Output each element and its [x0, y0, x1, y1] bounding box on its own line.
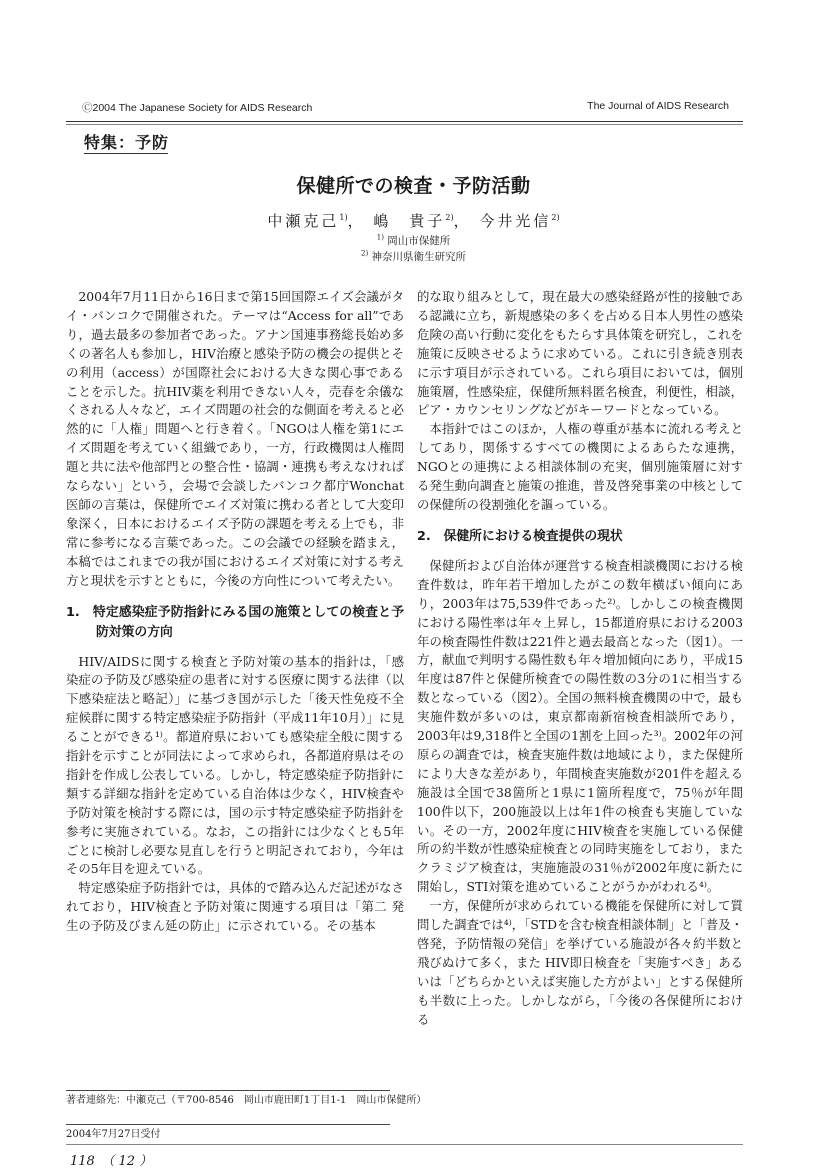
author-affil-mark: 1) — [339, 213, 348, 222]
author-contact-note: 著者連絡先：中瀬克己（〒700-8546 岡山市鹿田町1丁目1-1 岡山市保健所） — [66, 1095, 427, 1106]
copyright-header: Ⓒ2004 The Japanese Society for AIDS Research — [82, 102, 313, 114]
affiliation — [0, 249, 827, 264]
body-paragraph: 的な取り組みとして，現在最大の感染経路が性的接触である認識に立ち，新規感染の多くを占める日本人男性の感染危険の高い行動に変化をもたらす具体策を研究し，これを施策に反映させるように求めている。これに引き続き別表に示す項目が示されている。これら項目においては，個別施策層，性感染症，保健所無料匿名検査，利便性，相談，ピア・カウンセリングなどがキーワードとなっている。 — [417, 289, 743, 418]
author-list — [0, 210, 827, 231]
author-affil-mark: 2) — [551, 213, 560, 222]
feature-section-underline — [84, 153, 168, 154]
affiliation-text: 岡山市保健所 — [387, 235, 451, 247]
author-affil-mark: 2) — [445, 213, 454, 222]
feature-section-tag: 特集：予防 — [84, 133, 170, 152]
author-name: 今井光信 — [479, 212, 552, 230]
page-number: 118 （ 12 ） — [70, 1154, 153, 1169]
body-paragraph: 本指針ではこのほか，人権の尊重が基本に流れる考えとしてあり，関係するすべての機関によるあらたな連携，NGOとの連携による相談体制の充実，個別施策層に対する発生動向調査と施策の推進，普及啓発事業の中核としての保健所の役割強化を謳っている。 — [417, 421, 743, 512]
author-name: 嶋 貴子 — [373, 212, 446, 230]
affiliation — [0, 233, 827, 248]
received-date-note: 2004年7月27日受付 — [66, 1129, 161, 1140]
author-separator: ， — [347, 212, 366, 230]
body-paragraph: 一方，保健所が求められている機能を保健所に対して質問した調査では⁴⁾，「STDを含む検査相談体制」と「普及・啓発，予防情報の発信」を挙げている施設が各々約半数と飛びぬけて多く，また HIV即日検査を「実施すべき」あるいは「どちらかといえば実施した方がよい」とする保健所も半数に上った。しかしながら，「今後の各保健所における — [417, 898, 743, 1027]
header-rule — [66, 121, 743, 122]
footnote-rule-secondary — [66, 1124, 390, 1125]
header-rule-secondary — [66, 124, 743, 125]
right-column — [417, 288, 743, 1030]
article-title: 保健所での検査・予防活動 — [296, 175, 531, 197]
affiliation-text: 神奈川県衛生研究所 — [371, 251, 467, 263]
section-heading: 2. 保健所における検査提供の現状 — [417, 528, 623, 544]
journal-name-header: The Journal of AIDS Research — [587, 100, 729, 112]
body-paragraph: 2004年7月11日から16日まで第15回国際エイズ会議がタイ・バンコクで開催された。テーマは“Access for all”であり，過去最多の参加者であった。アナン国連事務総長始め多くの著名人も参加し，HIV治療と感染予防の機会の提供とその利用（access）が国際社会における大きな関心事であることを示した。抗HIV薬を利用できない人々，売春を余儀なくされる人々など，エイズ問題の社会的な側面を考えると必然的に「人権」問題へと行き着く。「NGOは人権を第1にエイズ問題を考えていく組織であり，一方，行政機関は人権問題と共に法や他部門との整合性・協調・連携も考えなければならない」という，会場で会談したバンコク都庁Wonchat医師の言葉は，保健所でエイズ対策に携わる者として大変印象深く，日本におけるエイズ予防の課題を考える上でも，非常に参考になる言葉であった。この会議での経験を踏まえ，本稿ではこれまでの我が国におけるエイズ対策に対する考え方と現状を示すとともに，今後の方向性について考えたい。 — [66, 289, 404, 588]
author-separator: ， — [453, 212, 472, 230]
footer-rule — [66, 1144, 743, 1145]
body-paragraph: 保健所および自治体が運営する検査相談機関における検査件数は，昨年若干増加したがこの数年横ばい傾向にあり，2003年は75,539件であった²⁾。しかしこの検査機関における陽性率は年々上昇し，15都道府県における2003年の検査陽性件数は221件と過去最高となった（図1）。一方，献血で判明する陽性数も年々増加傾向にあり，平成15年度は87件と保健所検査での陽性数の3分の1に相当する数となっている（図2）。全国の無料検査機関の中で，最も実施件数が多いのは，東京都南新宿検査相談所であり，2003年は9,318件と全国の1割を上回った³⁾。2002年の河原らの調査では，検査実施件数は地域により，また保健所により大きな差があり，年間検査実施数が201件を超える施設は全国で38箇所と1県に1箇所程度で，75％が年間100件以下，200施設以上は年1件の検査も実施していない。その一方，2002年度にHIV検査を実施している保健所の約半数が性感染症検査との同時実施をしており，またクラミジア検査は，実施施設の31％が2002年度に新たに開始し，STI対策を進めていることがうかがわれる⁴⁾。 — [417, 557, 743, 895]
section-heading: 1. 特定感染症予防指針にみる国の施策としての検査と予防対策の方向 — [66, 604, 404, 640]
left-column — [66, 288, 404, 936]
body-paragraph: HIV/AIDSに関する検査と予防対策の基本的指針は，「感染症の予防及び感染症の患者に対する医療に関する法律（以下感染症法と略記）」に基づき国が示した「後天性免疫不全症候群に関する特定感染症予防指針（平成11年10月）」に見ることができる¹⁾。都道府県においても感染症全般に関する指針を示すことが同法によって求められ，各都道府県はその指針を作成し公表している。しかし，特定感染症予防指針に類する詳細な指針を定めている自治体は少なく，HIV検査や予防対策を検討する際には，国の示す特定感染症予防指針を参考に実施されている。なお，この指針には少なくとも5年ごとに検討し必要な見直しを行うと明記されており，今年はその5年目を迎えている。 — [66, 653, 404, 877]
affiliation-mark: 2) — [360, 249, 369, 258]
footnote-rule — [66, 1090, 390, 1091]
affiliation-mark: 1) — [376, 233, 384, 242]
author-name: 中瀬克己 — [267, 212, 340, 230]
body-paragraph: 特定感染症予防指針では，具体的で踏み込んだ記述がなされており，HIV検査と予防対策に関連する項目は「第二 発生の予防及びまん延の防止」に示されている。その基本 — [66, 880, 404, 934]
